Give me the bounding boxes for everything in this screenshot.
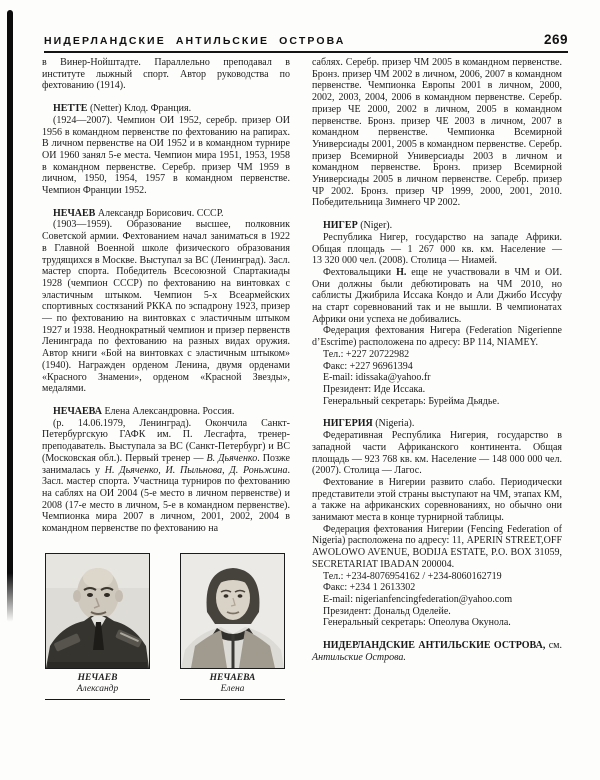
paragraph [42,406,290,418]
text-segment: Генеральный секретарь: Опеолува Окунола. [323,617,511,629]
caption-surname: НЕЧАЕВА [209,673,256,683]
text-segment: E-mail: nigerianfencingfederation@yahoo.com [323,593,513,605]
page-number: 269 [543,32,568,47]
text-segment: Н. [396,266,407,278]
paragraph [312,617,562,629]
text-segment: (Niger). [357,220,393,232]
text-segment: см. [545,640,562,652]
text-segment: НЕЧАЕВ [53,207,96,219]
paragraph [312,571,562,583]
text-segment: Н. Дьяченко, И. Пыльнова, Д. Роньжина [104,464,288,476]
text-column-left [42,57,290,535]
text-segment: . Позже занималась у [42,452,290,476]
figure-nechaeva [180,553,285,700]
paragraph [312,430,562,477]
text-segment: Елена Александровна. Россия. [101,405,235,417]
text-segment: Федерация фехтования Нигерии (Fencing Federation of Nigeria) расположена по адресу: 11, APERIN STREET,OFF AWOLOWO AVENUE, BODIJA ESTATE, P.O. BOX 31059, SECRETARIAT IBADAN 200004. [312,523,562,570]
paragraph [312,384,562,396]
text-segment: В. Дьяченко [206,452,258,464]
photo-caption-nechaeva [180,673,285,695]
text-column-right [312,57,562,663]
caption-first-name: Елена [220,684,245,694]
caption-rule [45,699,150,700]
text-segment: Антильские Острова. [312,651,406,663]
text-segment: (р. 14.06.1979, Ленинград). Окончила Санкт-Петербургскую ГАФК им. П. Лесгафта, тренер-преподаватель. Выступала за ВС (Санкт-Петербург) и ВС (Московская обл.). Первый тренер — [42,417,290,464]
running-head [44,32,568,47]
text-segment: . Засл. мастер спорта. Участница турниров по фехтованию на саблях на ОИ 2004 (5-е место в личном первенстве) и 2008 (17-е место в личном, 5-е в командном первенстве). Чемпионка мира 2007 в личном, 2001, 2002, 2004 в командном первенстве по фехтованию на [42,464,290,535]
text-segment: НИГЕРИЯ [323,418,373,430]
text-segment: Фехтовальщики [323,266,397,278]
paragraph [312,232,562,267]
paragraph [312,372,562,384]
paragraph [42,57,290,92]
paragraph [42,208,290,220]
figure-nechaev [45,553,150,700]
paragraph [312,640,562,663]
scan-edge-artifact [7,10,13,622]
text-segment: еще не участвовали в ЧМ и ОИ. Они должны были дебютировать на ЧМ 2010, но саблисты Джибрила Иссака Кондо и Али Джибо Иссуфу на старт соревнований так и не вышли. В чемпионатах Африки они успеха не добивались. [312,266,562,325]
paragraph [42,103,290,115]
caption-rule [180,699,285,700]
paragraph [312,582,562,594]
text-segment: саблях. Серебр. призер ЧМ 2005 в командном первенстве. Бронз. призер ЧМ 2002 в личном, 2006, 2007 в командном первенстве. Чемпионка Европы 2001 в личном, 2000, 2002, 2003, 2004, 2006 в командном первенстве. Серебр. призер ЧЕ 2000, 2002 в личном, 2005 в командном первенстве. Бронз. призер ЧЕ 2003 в личном, 2007 в командном первенстве. Чемпионка Всемирной Универсиады 2001, 2005 в командном первенстве. Серебр. призер Всемирной Универсиады 2003 в личном и командном первенстве. Бронз. призер Всемирной Универсиады 2005 в личном первенстве. Серебр. призер ЧР 2002. Бронз. призер ЧР 1999, 2000, 2001, 2010. Победительница Зимнего ЧР 2002. [312,57,562,209]
text-segment: Тел.: +234-8076954162 / +234-8060162719 [323,570,502,582]
caption-surname: НЕЧАЕВ [77,673,118,683]
paragraph [312,349,562,361]
text-segment: (1903—1959). Образование высшее, полковник Советской армии. Фехтованием начал заниматься в 1922 в Главной Военной школе физического образования трудящихся в Москве. Выступал за ВС (Ленинград). Засл. мастер спорта. Победитель Всесоюзной Спартакиады 1928 (чемпион СССР) по фехтованию на винтовках с эластичным штыком. Чемпион 5-х Всеармейских спортивных состязаний РККА по эспадрону 1923, призер — по фехтованию на винтовках с эластичным штыком 1927 и 1938. Неоднократный чемпион и призер первенств Ленинграда по фехтованию на разных видах оружия. Автор книги «Бой на винтовках с эластичным штыком» (1940). Награжден орденом Ленина, двумя орденами «Красного Знамени», орденом «Красной Звезды», медалями. [42,219,290,395]
photo-caption-nechaev [45,673,150,695]
text-segment: Фехтование в Нигерии развито слабо. Периодически представители этой страны выступают на ЧМ, этапах КМ, а также на африканских соревнованиях, но обычно они занимают места в конце турнирной таблицы. [312,476,562,524]
paragraph [42,418,290,535]
paragraph [312,396,562,408]
paragraph [312,418,562,430]
text-segment: Факс: +234 1 2613302 [323,582,416,594]
text-segment: E-mail: idissaka@yahoo.fr [323,372,431,384]
text-segment: Федеративная Республика Нигерия, государство в западной части Африканского континента. Общая площадь — 923 768 кв. км. Население — 148 000 000 чел. (2007). Столица — Лагос. [312,430,562,477]
text-segment: НЕТТЕ [53,103,88,115]
text-segment: в Винер-Нойштадте. Параллельно преподавал в институте лыжный спорт. Автор руководства по фехтованию (1914). [42,57,290,92]
paragraph [312,325,562,348]
text-segment: Федерация фехтования Нигера (Federation Nigerienne d’Escrime) расположена по адресу: BP 114, NIAMEY. [312,325,562,349]
caption-first-name: Александр [76,684,119,694]
paragraph [42,115,290,197]
text-segment: НИДЕРЛАНДСКИЕ АНТИЛЬСКИЕ ОСТРОВА, [323,640,546,652]
header-rule [44,51,568,53]
paragraph [42,219,290,395]
text-segment: НИГЕР [323,220,358,232]
paragraph [312,524,562,571]
text-segment: Генеральный секретарь: Бурейма Дьядье. [323,395,500,407]
portrait-photo-nechaev [45,553,150,669]
portrait-photos-row [45,553,285,700]
paragraph [312,57,562,209]
paragraph [312,606,562,618]
text-segment: (1924—2007). Чемпион ОИ 1952, серебр. призер ОИ 1956 в командном первенстве по фехтованию на рапирах. В личном первенстве на ОИ 1952 и в командном турнире ОИ 1960 занял 5-е места. Чемпион мира 1951, 1953, 1958 в командном первенстве. Серебр. призер ЧМ 1959 в личном, 1950, 1954, 1957 в командном первенстве. Чемпион Франции 1952. [42,114,290,197]
text-segment: Республика Нигер, государство на западе Африки. Общая площадь — 1 267 000 кв. км. Население — 13 320 000 чел. (2008). Столица — Ниамей. [312,231,562,267]
text-segment: Факс: +227 96961394 [323,360,413,372]
paragraph [312,267,562,326]
running-title: НИДЕРЛАНДСКИЕ АНТИЛЬСКИЕ ОСТРОВА [44,35,346,47]
paragraph [312,361,562,373]
portrait-photo-nechaeva [180,553,285,669]
text-segment: Президент: Иде Иссака. [323,383,426,395]
text-segment: Тел.: +227 20722982 [323,348,410,360]
text-segment: (Netter) Клод. Франция. [87,103,192,115]
text-segment: (Nigeria). [372,418,415,430]
paragraph [312,594,562,606]
paragraph [312,477,562,524]
paragraph [312,220,562,232]
text-segment: НЕЧАЕВА [53,405,102,417]
text-segment: Александр Борисович. СССР. [95,207,224,219]
text-segment: Президент: Дональд Оделейе. [323,605,451,617]
